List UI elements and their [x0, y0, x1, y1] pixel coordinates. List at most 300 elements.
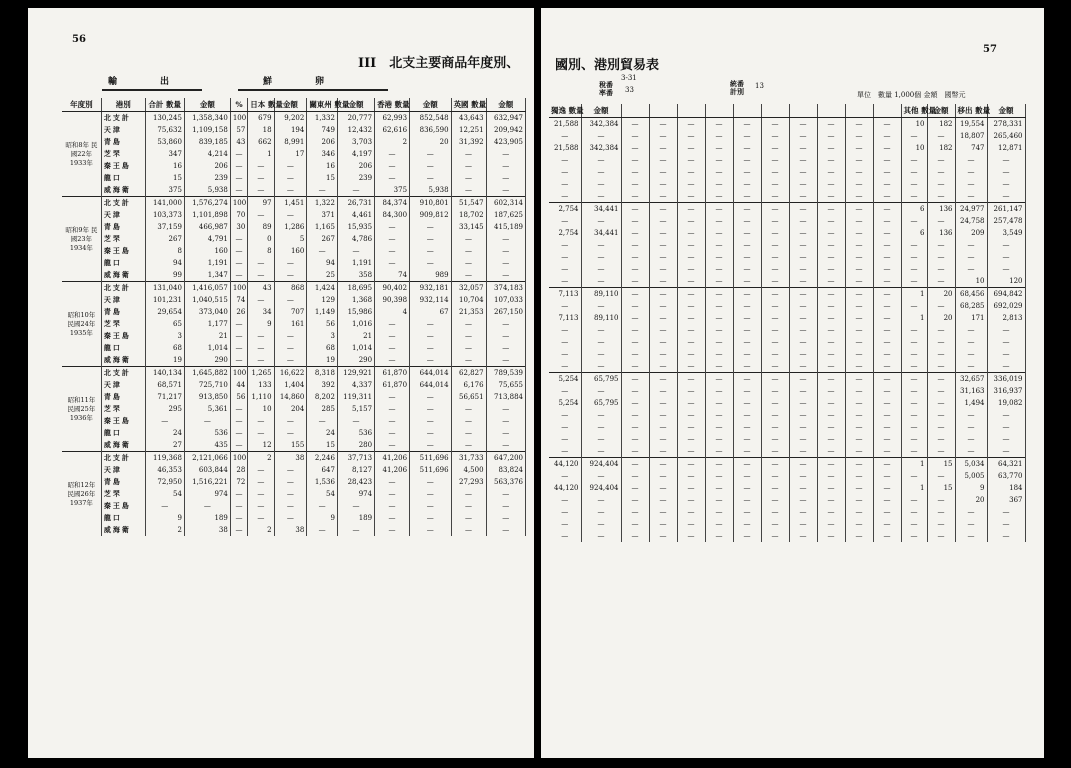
table-cell: 974 [184, 488, 230, 500]
table-cell: 15 [927, 482, 955, 494]
table-cell: — [230, 342, 247, 354]
table-cell: 435 [184, 439, 230, 452]
table-cell: — [845, 251, 873, 263]
table-cell: — [486, 427, 525, 439]
table-cell: — [845, 239, 873, 251]
table-cell: — [733, 445, 761, 458]
table-cell: — [987, 348, 1025, 360]
port-name: 北支計 [101, 112, 145, 125]
table-cell: — [761, 288, 789, 301]
table-cell: — [845, 215, 873, 227]
table-cell: — [705, 142, 733, 154]
table-cell: 15 [927, 458, 955, 471]
table-cell: 707 [274, 306, 307, 318]
table-cell: 375 [145, 184, 184, 197]
table-cell: — [621, 190, 649, 203]
table-row [62, 379, 526, 391]
table-cell: — [451, 233, 486, 245]
table-cell: — [677, 373, 705, 386]
table-cell: — [927, 336, 955, 348]
table-cell: 161 [274, 318, 307, 330]
table-cell: 7,113 [549, 288, 581, 301]
port-name: 威海衛 [101, 269, 145, 282]
table-cell: — [677, 142, 705, 154]
table-cell: — [677, 130, 705, 142]
table-cell: — [873, 494, 901, 506]
right-table-header [549, 104, 1025, 118]
table-cell: — [621, 178, 649, 190]
table-cell: 10 [248, 403, 274, 415]
table-cell: — [705, 288, 733, 301]
table-cell: 713,884 [486, 391, 525, 403]
table-cell: — [621, 154, 649, 166]
table-cell: — [581, 239, 621, 251]
table-cell: — [677, 312, 705, 324]
table-cell: — [145, 415, 184, 427]
table-cell: — [927, 494, 955, 506]
table-cell: 8,127 [337, 464, 374, 476]
table-cell: — [581, 178, 621, 190]
table-cell: 8,318 [307, 367, 338, 380]
table-cell: — [184, 415, 230, 427]
table-cell: — [451, 427, 486, 439]
table-cell: — [733, 458, 761, 471]
table-cell: — [410, 439, 452, 452]
table-cell: — [955, 506, 987, 518]
table-row [62, 209, 526, 221]
table-cell: 18 [248, 124, 274, 136]
table-cell: — [901, 215, 927, 227]
table-cell: — [789, 275, 817, 288]
table-cell: — [410, 488, 452, 500]
table-cell: — [927, 385, 955, 397]
table-cell: — [845, 324, 873, 336]
table-row [62, 136, 526, 148]
table-row [62, 269, 526, 282]
table-cell: 184 [987, 482, 1025, 494]
table-cell: — [873, 360, 901, 373]
table-cell: — [486, 245, 525, 257]
table-cell: — [549, 215, 581, 227]
table-cell: 374,183 [486, 282, 525, 295]
table-cell: — [677, 178, 705, 190]
table-cell: — [705, 421, 733, 433]
header-row [62, 98, 526, 112]
table-cell: — [817, 166, 845, 178]
table-cell: — [845, 118, 873, 131]
table-cell: — [845, 470, 873, 482]
table-cell: 21 [184, 330, 230, 342]
table-cell: 155 [274, 439, 307, 452]
table-cell: — [817, 530, 845, 542]
table-cell: 65,795 [581, 397, 621, 409]
table-cell: — [761, 227, 789, 239]
table-row [62, 282, 526, 295]
table-cell: — [621, 373, 649, 386]
port-name: 芝罘 [101, 403, 145, 415]
table-cell: — [230, 427, 247, 439]
table-row [549, 190, 1025, 203]
table-cell: 74 [230, 294, 247, 306]
table-cell: — [549, 324, 581, 336]
table-cell: — [817, 348, 845, 360]
table-cell: — [817, 263, 845, 275]
table-cell: — [677, 385, 705, 397]
table-cell: — [307, 184, 338, 197]
table-cell: 1,165 [307, 221, 338, 233]
table-cell: — [789, 263, 817, 275]
table-cell: — [581, 154, 621, 166]
port-name: 北支計 [101, 282, 145, 295]
table-cell: — [955, 518, 987, 530]
table-cell: — [486, 403, 525, 415]
table-cell: 129,921 [337, 367, 374, 380]
table-cell: — [873, 178, 901, 190]
table-cell: — [789, 227, 817, 239]
table-cell: — [451, 160, 486, 172]
table-row [549, 385, 1025, 397]
table-cell: — [451, 524, 486, 536]
right-page [541, 8, 1044, 758]
table-cell: — [581, 518, 621, 530]
table-cell: — [761, 445, 789, 458]
table-cell: — [845, 409, 873, 421]
table-cell: — [248, 257, 274, 269]
table-cell: 133 [248, 379, 274, 391]
table-cell: — [901, 324, 927, 336]
table-cell: — [761, 518, 789, 530]
table-cell: 5,034 [955, 458, 987, 471]
table-cell: 21,353 [451, 306, 486, 318]
left-data-table [62, 98, 526, 536]
table-cell: — [927, 251, 955, 263]
table-cell: 1,645,882 [184, 367, 230, 380]
table-cell: — [733, 494, 761, 506]
table-cell: 8,991 [274, 136, 307, 148]
table-cell: — [955, 530, 987, 542]
table-cell: — [761, 397, 789, 409]
table-cell: 10,704 [451, 294, 486, 306]
table-row [549, 348, 1025, 360]
table-cell: — [789, 360, 817, 373]
table-cell: — [761, 409, 789, 421]
table-cell: 267,150 [486, 306, 525, 318]
table-cell: — [410, 160, 452, 172]
column-header: 日本 數量 [248, 98, 274, 112]
table-cell: 342,384 [581, 142, 621, 154]
table-cell: — [410, 415, 452, 427]
table-cell: 21,588 [549, 142, 581, 154]
page-number: 57 [983, 44, 997, 55]
table-cell: — [549, 494, 581, 506]
table-cell: — [705, 373, 733, 386]
table-cell: — [649, 397, 677, 409]
table-row [549, 215, 1025, 227]
table-cell: 182 [927, 142, 955, 154]
table-row [549, 409, 1025, 421]
table-cell: — [230, 354, 247, 367]
table-cell: — [761, 239, 789, 251]
table-cell: 839,185 [184, 136, 230, 148]
table-row [549, 263, 1025, 275]
table-cell: — [817, 324, 845, 336]
table-cell: — [581, 470, 621, 482]
table-cell: 1,014 [184, 342, 230, 354]
table-row [62, 452, 526, 465]
table-cell: — [649, 166, 677, 178]
section-label-export: 輸 出 [108, 77, 174, 87]
table-cell: 61,870 [375, 367, 410, 380]
table-cell: 1,404 [274, 379, 307, 391]
table-cell: 280 [337, 439, 374, 452]
table-cell: — [873, 482, 901, 494]
table-cell: 28 [230, 464, 247, 476]
table-cell: 789,539 [486, 367, 525, 380]
table-cell: 1,191 [337, 257, 374, 269]
column-header: 移出 數量 [955, 104, 987, 118]
table-cell: — [549, 178, 581, 190]
table-cell: — [677, 518, 705, 530]
table-cell: — [987, 336, 1025, 348]
table-cell: 24 [307, 427, 338, 439]
table-cell: — [901, 397, 927, 409]
table-cell: — [375, 476, 410, 488]
table-cell: — [845, 421, 873, 433]
table-cell: — [789, 288, 817, 301]
table-cell: — [733, 348, 761, 360]
table-cell: — [987, 239, 1025, 251]
column-header: 年度別 [62, 98, 101, 112]
table-cell: 53,860 [145, 136, 184, 148]
table-cell: — [901, 518, 927, 530]
table-cell: — [901, 166, 927, 178]
table-cell: — [649, 458, 677, 471]
table-cell: 1 [901, 458, 927, 471]
table-cell: 1,149 [307, 306, 338, 318]
table-row [62, 148, 526, 160]
table-cell: — [705, 409, 733, 421]
table-cell: — [375, 342, 410, 354]
table-cell: 38 [274, 524, 307, 536]
table-cell: 41,206 [375, 452, 410, 465]
table-row [62, 367, 526, 380]
table-cell: — [873, 190, 901, 203]
right-table-body [549, 118, 1025, 543]
table-cell: — [307, 415, 338, 427]
table-cell: — [451, 184, 486, 197]
table-cell: 2,754 [549, 203, 581, 216]
table-cell: — [649, 494, 677, 506]
table-cell: — [274, 488, 307, 500]
table-cell: — [845, 263, 873, 275]
table-cell: — [817, 215, 845, 227]
table-cell: 692,029 [987, 300, 1025, 312]
table-row [62, 500, 526, 512]
port-name: 芝罘 [101, 233, 145, 245]
table-cell: — [248, 488, 274, 500]
table-cell: 1,332 [307, 112, 338, 125]
table-row [62, 124, 526, 136]
table-row [62, 391, 526, 403]
table-cell: — [873, 518, 901, 530]
table-cell: — [817, 300, 845, 312]
table-cell: — [761, 130, 789, 142]
table-cell: — [761, 494, 789, 506]
table-cell: 924,404 [581, 458, 621, 471]
table-cell: — [705, 433, 733, 445]
year-label: 昭和12年 民國26年 1937年 [62, 452, 101, 537]
table-cell: 1,451 [274, 197, 307, 210]
column-header: % [230, 98, 247, 112]
table-cell: — [230, 245, 247, 257]
table-cell: — [733, 227, 761, 239]
port-name: 威海衛 [101, 354, 145, 367]
table-cell: — [230, 233, 247, 245]
table-cell: — [621, 166, 649, 178]
year-label: 昭和8年 民國22年 1933年 [62, 112, 101, 197]
table-row [549, 275, 1025, 288]
table-cell: — [410, 403, 452, 415]
table-cell: 267 [307, 233, 338, 245]
table-cell: 1 [901, 312, 927, 324]
table-cell: — [873, 458, 901, 471]
table-cell: — [677, 203, 705, 216]
column-header [789, 104, 817, 118]
table-cell: 65,795 [581, 373, 621, 386]
column-header [873, 104, 901, 118]
table-cell: 989 [410, 269, 452, 282]
table-cell: — [733, 203, 761, 216]
table-cell: — [761, 275, 789, 288]
table-cell: — [248, 172, 274, 184]
table-cell: 18,695 [337, 282, 374, 295]
table-cell: — [761, 458, 789, 471]
table-cell: 536 [337, 427, 374, 439]
table-cell: 27,293 [451, 476, 486, 488]
table-cell: — [987, 178, 1025, 190]
table-cell: 347 [145, 148, 184, 160]
table-cell: — [901, 251, 927, 263]
table-cell: — [649, 312, 677, 324]
table-cell: — [677, 397, 705, 409]
table-cell: 1,109,158 [184, 124, 230, 136]
table-cell: — [549, 530, 581, 542]
table-cell: — [621, 203, 649, 216]
table-cell: — [549, 348, 581, 360]
table-cell: 100 [230, 112, 247, 125]
table-cell: — [901, 530, 927, 542]
table-cell: — [621, 445, 649, 458]
table-cell: — [307, 524, 338, 536]
table-cell: — [789, 118, 817, 131]
table-cell: 15 [145, 172, 184, 184]
table-cell: — [817, 397, 845, 409]
table-cell: — [621, 288, 649, 301]
table-cell: 644,014 [410, 379, 452, 391]
table-cell: — [705, 445, 733, 458]
table-cell: — [927, 215, 955, 227]
table-cell: — [621, 530, 649, 542]
table-cell: — [955, 239, 987, 251]
table-cell: — [677, 154, 705, 166]
table-cell: 10 [901, 118, 927, 131]
table-cell: 37,713 [337, 452, 374, 465]
table-cell: — [873, 530, 901, 542]
table-cell: 694,842 [987, 288, 1025, 301]
table-cell: — [410, 330, 452, 342]
column-header: 港別 [101, 98, 145, 112]
table-cell: 136 [927, 227, 955, 239]
table-cell: — [789, 530, 817, 542]
table-cell: — [649, 227, 677, 239]
table-cell: — [927, 263, 955, 275]
right-data-table [549, 104, 1026, 542]
table-cell: — [451, 354, 486, 367]
port-name: 威海衛 [101, 184, 145, 197]
year-label: 昭和11年 民國25年 1936年 [62, 367, 101, 452]
table-cell: — [817, 385, 845, 397]
table-cell: 1 [248, 148, 274, 160]
table-cell: — [649, 178, 677, 190]
table-cell: — [817, 360, 845, 373]
table-row [549, 166, 1025, 178]
table-cell: — [375, 245, 410, 257]
table-cell: — [927, 397, 955, 409]
table-cell: — [873, 312, 901, 324]
table-cell: — [677, 215, 705, 227]
table-cell: — [677, 433, 705, 445]
table-cell: — [733, 142, 761, 154]
table-cell: — [581, 445, 621, 458]
table-cell: — [677, 409, 705, 421]
table-cell: 43,643 [451, 112, 486, 125]
table-cell: — [486, 233, 525, 245]
table-cell: 2,121,066 [184, 452, 230, 465]
table-cell: — [230, 269, 247, 282]
table-cell: 910,801 [410, 197, 452, 210]
table-cell: 12,871 [987, 142, 1025, 154]
table-row [549, 239, 1025, 251]
table-cell: 34 [248, 306, 274, 318]
table-cell: 5,254 [549, 397, 581, 409]
table-cell: 2,754 [549, 227, 581, 239]
table-cell: — [817, 312, 845, 324]
table-cell: 2 [375, 136, 410, 148]
table-cell: — [649, 409, 677, 421]
table-cell: — [845, 385, 873, 397]
table-cell: — [307, 500, 338, 512]
table-cell: 16 [145, 160, 184, 172]
table-cell: — [248, 294, 274, 306]
table-cell: — [955, 421, 987, 433]
table-cell: — [581, 275, 621, 288]
table-cell: 278,331 [987, 118, 1025, 131]
table-cell: — [987, 506, 1025, 518]
table-cell: — [955, 433, 987, 445]
port-name: 秦王島 [101, 245, 145, 257]
table-cell: — [375, 512, 410, 524]
stat-value: 13 [755, 82, 764, 90]
table-cell: — [274, 330, 307, 342]
table-cell: — [375, 500, 410, 512]
table-cell: — [677, 190, 705, 203]
table-cell: — [873, 118, 901, 131]
table-cell: — [845, 360, 873, 373]
table-cell: — [901, 336, 927, 348]
table-cell: 26 [230, 306, 247, 318]
table-cell: 15,986 [337, 306, 374, 318]
port-name: 芝罘 [101, 318, 145, 330]
